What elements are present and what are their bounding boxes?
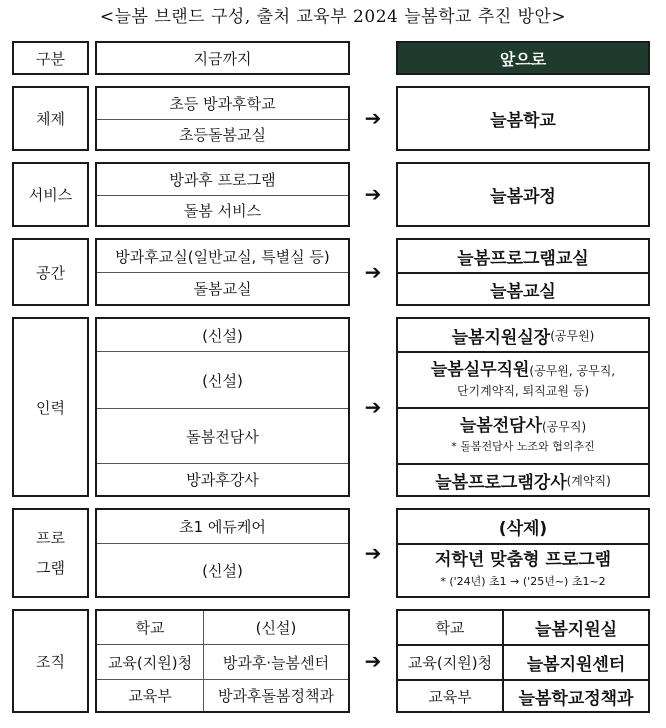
arrow-right-icon: ➔: [364, 395, 382, 419]
staff-current-3: 돌봄전담사: [186, 427, 259, 446]
org-category-label: 조직: [36, 652, 65, 671]
program-category-line2: 그램: [36, 559, 65, 577]
program-current-2: (신설): [202, 561, 243, 580]
org-future-unit-2: 늘봄지원센터: [526, 655, 626, 675]
org-future-level-3: 교육부: [428, 687, 472, 706]
org-future-level-1: 학교: [435, 619, 465, 637]
staff-current-2: (신설): [202, 371, 243, 390]
org-current-level-1: 학교: [135, 619, 165, 637]
program-category-label: [14, 510, 87, 596]
org-current-level-3: 교육부: [128, 687, 172, 705]
staff-future-3-title: 늘봄전담사: [459, 415, 542, 436]
org-current: [95, 609, 350, 713]
space-future-2: 늘봄교실: [490, 281, 556, 302]
system-future: [396, 86, 650, 151]
arrow-right-icon: ➔: [364, 106, 382, 130]
staff-current: [95, 317, 350, 497]
org-future: [396, 609, 650, 713]
service-current-1: 방과후 프로그램: [169, 171, 276, 189]
program-future-2-title: 저학년 맞춤형 프로그램: [434, 549, 612, 570]
arrow-right-icon: ➔: [364, 182, 382, 206]
staff-future-2-detail2: 단기계약직, 퇴직교원 등): [456, 383, 590, 398]
org-future-unit-1: 늘봄지원실: [534, 620, 618, 640]
arrow-right-icon: ➔: [364, 541, 382, 565]
program-future: [396, 508, 650, 598]
header-current: [95, 41, 350, 75]
staff-category-label: 인력: [36, 398, 65, 417]
header-category-label: 구분: [36, 49, 65, 68]
system-category-label: 체제: [36, 110, 65, 128]
staff-future-2: [398, 353, 648, 407]
staff-future-1-detail: (공무원): [550, 328, 595, 343]
staff-future-3-note: * 돌봄전담사 노조와 협의추진: [451, 439, 595, 453]
staff-current-1: (신설): [202, 326, 243, 345]
program-category: [12, 508, 89, 598]
page-title: <늘봄 브랜드 구성, 출처 교육부 2024 늘봄학교 추진 방안>: [99, 7, 567, 27]
system-current: [95, 86, 350, 151]
org-current-unit-1: (신설): [255, 619, 297, 637]
space-future: [396, 238, 650, 306]
staff-future-1: [398, 319, 648, 351]
space-current: [95, 238, 350, 306]
system-current-2: 초등돌봄교실: [179, 126, 266, 144]
staff-future-3-detail: (공무직): [541, 419, 587, 434]
program-current: [95, 508, 350, 598]
staff-future-4: [398, 465, 648, 495]
service-current: [95, 162, 350, 227]
system-current-1: 초등 방과후학교: [169, 95, 276, 113]
org-current-level-2: 교육(지원)청: [107, 653, 193, 672]
staff-future: [396, 317, 650, 497]
header-future-label: 앞으로: [499, 49, 547, 69]
header-category: [12, 41, 89, 75]
header-future: [396, 41, 650, 75]
org-future-unit-3: 늘봄학교정책과: [518, 688, 634, 709]
arrow-right-icon: ➔: [364, 260, 382, 284]
space-current-2: 돌봄교실: [193, 280, 252, 298]
program-future-1: (삭제): [498, 519, 548, 539]
system-future-label: 늘봄학교: [490, 111, 556, 131]
space-category: [12, 238, 89, 306]
staff-current-4: 방과후강사: [186, 471, 259, 489]
service-category: [12, 162, 89, 227]
staff-future-3: [398, 409, 648, 463]
header-current-label: 지금까지: [193, 49, 252, 68]
space-future-1: 늘봄프로그램교실: [457, 248, 589, 269]
staff-future-4-title: 늘봄프로그램강사: [435, 472, 567, 493]
service-future: [396, 162, 650, 227]
system-category: [12, 86, 89, 151]
staff-future-1-title: 늘봄지원실장: [451, 327, 551, 348]
space-category-label: 공간: [36, 263, 65, 282]
org-current-unit-3: 방과후돌봄정책과: [218, 687, 334, 705]
staff-future-4-detail: (계약직): [566, 473, 611, 488]
staff-future-2-detail: (공무원, 공무직,: [529, 363, 616, 378]
org-current-unit-2: 방과후·늘봄센터: [222, 653, 330, 672]
staff-future-2-title: 늘봄실무직원: [430, 359, 530, 380]
org-category: [12, 609, 89, 713]
service-current-2: 돌봄 서비스: [183, 202, 262, 220]
program-category-line1: 프로: [36, 529, 65, 547]
staff-category: [12, 317, 89, 497]
service-future-label: 늘봄과정: [490, 187, 556, 207]
space-current-1: 방과후교실(일반교실, 특별실 등): [115, 247, 330, 266]
program-future-2: [398, 545, 648, 596]
service-category-label: 서비스: [28, 186, 73, 204]
org-future-level-2: 교육(지원)청: [407, 654, 493, 672]
arrow-right-icon: ➔: [364, 649, 382, 673]
program-current-1: 초1 에듀케어: [179, 518, 266, 536]
program-future-2-note: * ('24년) 초1 → ('25년~) 초1~2: [440, 574, 606, 588]
